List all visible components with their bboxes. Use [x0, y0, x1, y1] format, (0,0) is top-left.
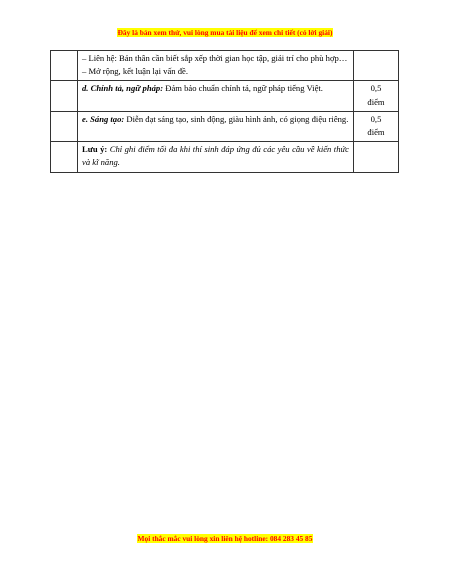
score-value: 0,5 [370, 83, 382, 94]
hotline-banner [0, 534, 450, 543]
criteria-text: Diễn đạt sáng tạo, sinh động, giàu hình ảnh, có giọng điệu riêng. [124, 113, 349, 124]
preview-banner [0, 28, 450, 37]
score-cell [354, 142, 399, 172]
criteria-heading: d. Chính tả, ngữ pháp: [82, 83, 164, 94]
empty-cell [51, 111, 78, 141]
empty-cell [51, 51, 78, 81]
empty-cell [51, 142, 78, 172]
criteria-text: Đảm bảo chuẩn chính tả, ngữ pháp tiếng Việt. [163, 83, 323, 94]
score-value: 0,5 [370, 113, 382, 124]
score-unit: điểm [367, 127, 385, 138]
note-cell [78, 142, 354, 172]
score-cell [354, 111, 399, 141]
criteria-cell [78, 81, 354, 111]
table-row [51, 51, 399, 81]
grading-table [50, 50, 399, 173]
table-row [51, 111, 399, 141]
table-row [51, 81, 399, 111]
criteria-cell [78, 111, 354, 141]
criteria-heading: e. Sáng tạo: [82, 113, 125, 124]
criteria-cell [78, 51, 354, 81]
score-cell [354, 51, 399, 81]
note-heading: Lưu ý: [82, 144, 108, 155]
score-cell [354, 81, 399, 111]
hotline-banner-text: Mọi thắc mắc vui lòng xin liên hệ hotline: 084 283 45 85 [137, 534, 313, 543]
preview-banner-text: Đây là bản xem thử, vui lòng mua tài liệu để xem chi tiết (có lời giải) [117, 28, 333, 37]
score-unit: điểm [367, 96, 385, 107]
empty-cell [51, 81, 78, 111]
criteria-line: – Mở rộng, kết luận lại vấn đề. [82, 66, 188, 77]
criteria-line: – Liên hệ: Bản thân cần biết sắp xếp thời gian học tập, giải trí cho phù hợp… [82, 53, 348, 63]
table-row [51, 142, 399, 172]
note-text: Chỉ ghi điểm tối đa khi thí sinh đáp ứng đủ các yêu cầu về kiến thức và kĩ năng. [82, 144, 349, 168]
